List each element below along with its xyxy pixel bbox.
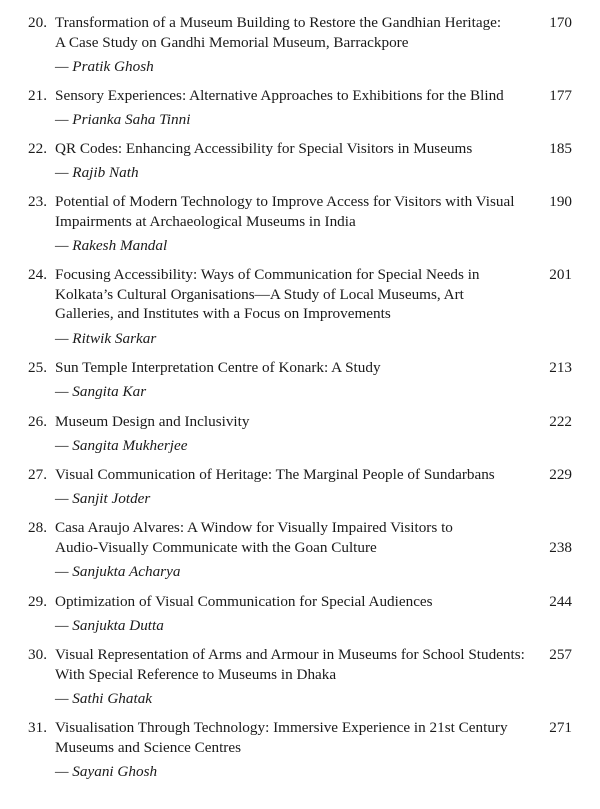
entry-page-number: 201 xyxy=(549,266,572,283)
entry-author: — Rajib Nath xyxy=(55,164,139,181)
entry-page-number: 185 xyxy=(549,140,572,157)
entry-number: 28. xyxy=(28,519,47,536)
entry-title-line: Potential of Modern Technology to Improve Access for Visitors with Visual xyxy=(55,193,515,210)
entry-author: — Sanjit Jotder xyxy=(55,490,151,507)
entry-title-line: Sensory Experiences: Alternative Approaches to Exhibitions for the Blind xyxy=(55,87,504,104)
entry-number: 26. xyxy=(28,413,47,430)
entry-title-line: QR Codes: Enhancing Accessibility for Special Visitors in Museums xyxy=(55,140,473,157)
entry-title xyxy=(55,518,533,557)
entry-title xyxy=(55,358,533,378)
entry-author: — Sangita Kar xyxy=(55,383,147,400)
entry-number: 29. xyxy=(28,593,47,610)
entry-page-number: 177 xyxy=(549,87,572,104)
entry-title-line: Casa Araujo Alvares: A Window for Visually Impaired Visitors to xyxy=(55,519,453,536)
entry-title xyxy=(55,645,533,684)
entry-number: 21. xyxy=(28,87,47,104)
entry-title-line: Sun Temple Interpretation Centre of Konark: A Study xyxy=(55,359,381,376)
entry-author: — Sathi Ghatak xyxy=(55,690,153,707)
entry-title-line: Galleries, and Institutes with a Focus on Improvements xyxy=(55,305,391,322)
entry-number: 22. xyxy=(28,140,47,157)
entry-title-line: A Case Study on Gandhi Memorial Museum, Barrackpore xyxy=(55,33,409,51)
entry-title xyxy=(55,465,533,485)
entry-page-number: 229 xyxy=(549,466,572,483)
entry-author: — Rakesh Mandal xyxy=(55,237,168,254)
entry-author: — Prianka Saha Tinni xyxy=(55,111,191,128)
entry-title xyxy=(55,718,533,757)
entry-title-line: Visual Representation of Arms and Armour in Museums for School Students: xyxy=(55,646,525,663)
entry-title xyxy=(55,592,533,612)
entry-number: 31. xyxy=(28,719,47,736)
entry-title-line: With Special Reference to Museums in Dhaka xyxy=(55,665,337,683)
entry-number: 25. xyxy=(28,359,47,376)
entry-number: 23. xyxy=(28,193,47,210)
entry-title-line: Museum Design and Inclusivity xyxy=(55,413,250,430)
entry-number: 30. xyxy=(28,646,47,663)
entry-title-line: Transformation of a Museum Building to Restore the Gandhian Heritage: xyxy=(55,14,502,31)
entry-title xyxy=(55,139,533,159)
entry-title-line: Impairments at Archaeological Museums in India xyxy=(55,212,356,230)
entry-author: — Sayani Ghosh xyxy=(55,763,158,780)
entry-page-number: 222 xyxy=(549,413,572,430)
entry-page-number: 257 xyxy=(549,646,572,663)
entry-title-line: Museums and Science Centres xyxy=(55,738,242,756)
entry-page-number: 190 xyxy=(549,193,572,210)
entry-page-number: 213 xyxy=(549,359,572,376)
entry-author: — Sangita Mukherjee xyxy=(55,437,188,454)
entry-author: — Pratik Ghosh xyxy=(55,58,154,75)
entry-title-line: Visual Communication of Heritage: The Marginal People of Sundarbans xyxy=(55,466,495,483)
entry-title xyxy=(55,265,533,324)
entry-title-line: Focusing Accessibility: Ways of Communication for Special Needs in xyxy=(55,266,480,283)
entry-title-line: Audio-Visually Communicate with the Goan Culture xyxy=(55,538,377,556)
entry-title xyxy=(55,86,533,106)
entry-author: — Sanjukta Acharya xyxy=(55,563,181,580)
entry-title-line: Kolkata’s Cultural Organisations—A Study of Local Museums, Art xyxy=(55,285,464,303)
entry-author: — Sanjukta Dutta xyxy=(55,617,164,634)
entry-title xyxy=(55,412,533,432)
entry-number: 20. xyxy=(28,14,47,31)
entry-author: — Ritwik Sarkar xyxy=(55,330,157,347)
entry-title xyxy=(55,13,533,52)
entry-title-line: Optimization of Visual Communication for Special Audiences xyxy=(55,593,433,610)
entry-title xyxy=(55,192,533,231)
entry-number: 24. xyxy=(28,266,47,283)
entry-number: 27. xyxy=(28,466,47,483)
entry-title-line: Visualisation Through Technology: Immersive Experience in 21st Century xyxy=(55,719,508,736)
entry-page-number: 244 xyxy=(549,593,572,610)
entry-page-number: 170 xyxy=(549,14,572,31)
entry-page-number: 271 xyxy=(549,719,572,736)
entry-page-number: 238 xyxy=(549,539,572,556)
